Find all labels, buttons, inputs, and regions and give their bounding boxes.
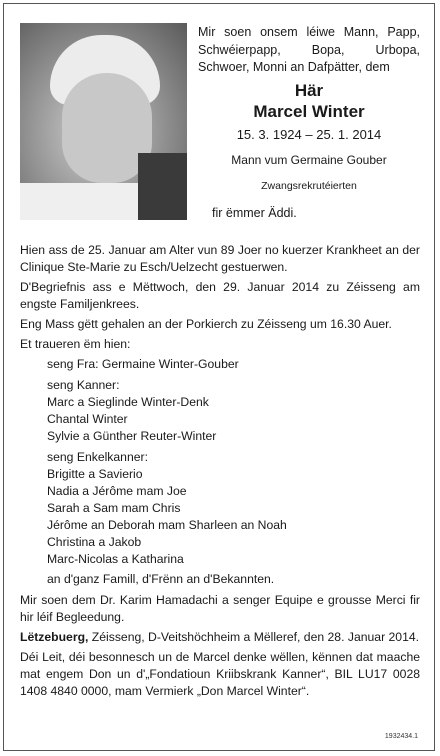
death-paragraph: Hien ass de 25. Januar am Alter vun 89 Joer no kuerzer Krankheet an der Clinique Ste-Marie zu Esch/Uelzecht gestuerwen. — [20, 243, 420, 274]
grandchild-item: Nadia a Jérôme mam Joe — [47, 484, 187, 498]
honorific: Här — [294, 81, 324, 100]
spouse-line: Mann vum Germaine Gouber — [231, 153, 387, 167]
children-label: seng Kanner: — [47, 378, 120, 392]
farewell-line: fir ëmmer Äddi. — [212, 206, 297, 220]
burial-paragraph: D'Begriefnis ass e Mëttwoch, den 29. Januar 2014 zu Zéisseng am engste Familjenkrees. — [20, 280, 420, 311]
child-item: Sylvie a Günther Reuter-Winter — [47, 429, 217, 443]
reference-code: 1932434.1 — [384, 733, 418, 740]
child-item: Chantal Winter — [47, 412, 128, 426]
intro-text — [198, 24, 420, 77]
intro-line: Schwoer, Monni an Dafpätter, dem — [198, 60, 390, 74]
grandchild-item: Christina a Jakob — [47, 535, 142, 549]
wife-block — [20, 356, 420, 373]
deceased-name — [198, 80, 420, 122]
wife-line: seng Fra: Germaine Winter-Gouber — [47, 357, 239, 371]
place-date-paragraph — [20, 629, 420, 646]
children-block — [20, 377, 420, 445]
intro-line: Schwéierpapp, Bopa, Urbopa, — [198, 42, 420, 57]
grandchildren-block — [20, 449, 420, 588]
full-name: Marcel Winter — [253, 102, 365, 121]
mass-paragraph: Eng Mass gëtt gehalen an der Porkierch zu Zéisseng um 16.30 Auer. — [20, 317, 392, 331]
place-bold: Lëtzebuerg, — [20, 630, 89, 644]
notice-body — [20, 242, 420, 703]
family-rest-line: an d'ganz Famill, d'Frënn an d'Bekannten. — [47, 572, 275, 586]
grandchild-item: Sarah a Sam mam Chris — [47, 501, 181, 515]
portrait-photo — [20, 23, 187, 220]
rekrut-line: Zwangsrekrutéierten — [261, 180, 357, 192]
grandchild-item: Brigitte a Savierio — [47, 467, 143, 481]
donation-paragraph: Déi Leit, déi besonnesch un de Marcel denke wëllen, kënnen dat maache mat engem Don un d'„Fondatioun Kriibskrank Kanner“, BIL LU17 0028 1408 4840 0000, mam Vermierk „Don Marcel Winter“. — [20, 650, 420, 698]
child-item: Marc a Sieglinde Winter-Denk — [47, 395, 209, 409]
thanks-paragraph: Mir soen dem Dr. Karim Hamadachi a senger Equipe e grousse Merci fir hir léif Begleedung. — [20, 593, 420, 624]
mourners-intro: Et traueren ëm hien: — [20, 337, 131, 351]
photo-jacket — [138, 153, 187, 220]
grandchild-item: Marc-Nicolas a Katharina — [47, 552, 184, 566]
life-dates: 15. 3. 1924 – 25. 1. 2014 — [236, 127, 382, 142]
grandchildren-label: seng Enkelkanner: — [47, 450, 148, 464]
intro-line: Mir soen onsem léiwe Mann, Papp, — [198, 25, 420, 39]
place-rest: Zéisseng, D-Veitshöchheim a Mëlleref, den 28. Januar 2014. — [88, 630, 420, 644]
grandchild-item: Jérôme an Deborah mam Sharleen an Noah — [47, 518, 287, 532]
